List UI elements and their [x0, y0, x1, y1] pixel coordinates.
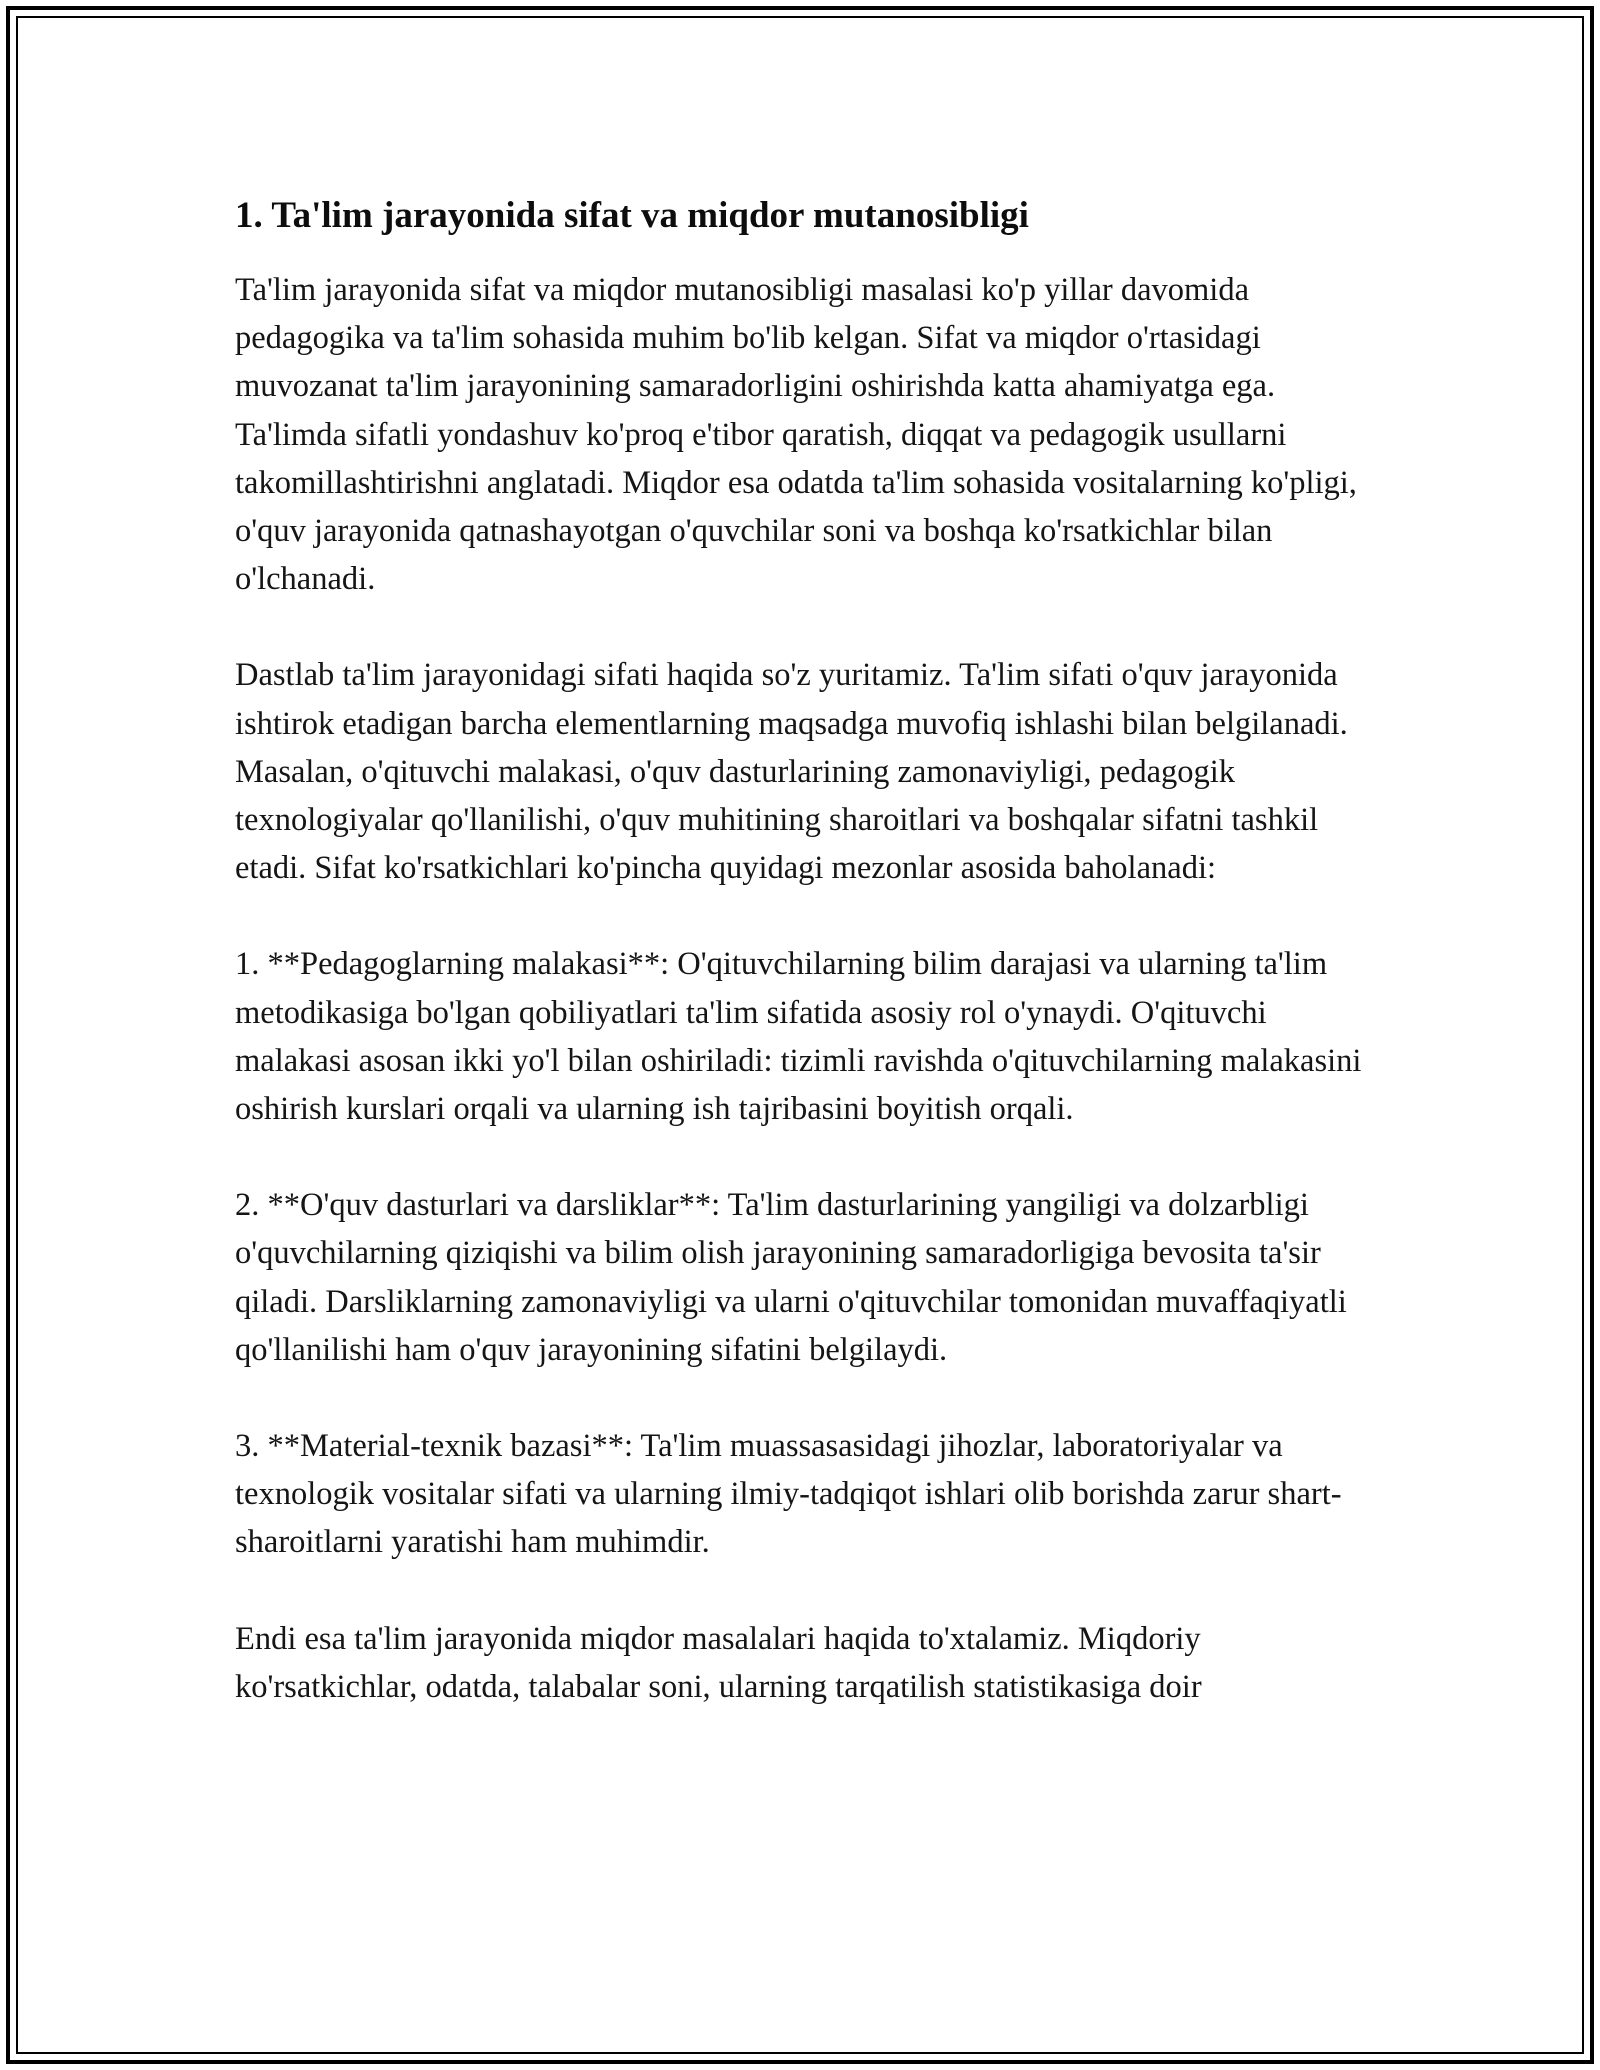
section-heading: 1. Ta'lim jarayonida sifat va miqdor mutanosibligi	[235, 195, 1029, 236]
paragraph-quality: Dastlab ta'lim jarayonidagi sifati haqida so'z yuritamiz. Ta'lim sifati o'quv jarayonida ishtirok etadigan barcha elementlarning maqsadga muvofiq ishlashi bilan belgilanadi. Masalan, o'qituvchi malakasi, o'quv dasturlarining zamonaviyligi, pedagogik texnologiyalar qo'llanilishi, o'quv muhitining sharoitlari va boshqalar sifatni tashkil etadi. Sifat ko'rsatkichlari ko'pincha quyidagi mezonlar asosida baholanadi:	[235, 657, 1348, 887]
list-item-curricula: 2. **O'quv dasturlari va darsliklar**: Ta'lim dasturlarining yangiligi va dolzarbligi o'quvchilarning qiziqishi va bilim olish jarayonining samaradorligiga bevosita ta'sir qiladi. Darsliklarning zamonaviyligi va ularni o'qituvchilar tomonidan muvaffaqiyatli qo'llanilishi ham o'quv jarayonining sifatini belgilaydi.	[235, 1187, 1347, 1368]
list-item-material-base: 3. **Material-texnik bazasi**: Ta'lim muassasasidagi jihozlar, laboratoriyalar va texnologik vositalar sifati va ularning ilmiy-tadqiqot ishlari olib borishda zarur shart-sharoitlarni yaratishi ham muhimdir.	[235, 1428, 1342, 1561]
paragraph-intro: Ta'lim jarayonida sifat va miqdor mutanosibligi masalasi ko'p yillar davomida pedagogika va ta'lim sohasida muhim bo'lib kelgan. Sifat va miqdor o'rtasidagi muvozanat ta'lim jarayonining samaradorligini oshirishda katta ahamiyatga ega. Ta'limda sifatli yondashuv ko'proq e'tibor qaratish, diqqat va pedagogik usullarni takomillashtirishni anglatadi. Miqdor esa odatda ta'lim sohasida vositalarning ko'pligi, o'quv jarayonida qatnashayotgan o'quvchilar soni va boshqa ko'rsatkichlar bilan o'lchanadi.	[235, 272, 1357, 598]
document-body	[235, 190, 1375, 1711]
list-item-pedagogues: 1. **Pedagoglarning malakasi**: O'qituvchilarning bilim darajasi va ularning ta'lim metodikasiga bo'lgan qobiliyatlari ta'lim sifatida asosiy rol o'ynaydi. O'qituvchi malakasi asosan ikki yo'l bilan oshiriladi: tizimli ravishda o'qituvchilarning malakasini oshirish kurslari orqali va ularning ish tajribasini boyitish orqali.	[235, 946, 1362, 1128]
paragraph-quantity: Endi esa ta'lim jarayonida miqdor masalalari haqida to'xtalamiz. Miqdoriy ko'rsatkichlar, odatda, talabalar soni, ularning tarqatilish statistikasiga doir	[235, 1620, 1202, 1705]
